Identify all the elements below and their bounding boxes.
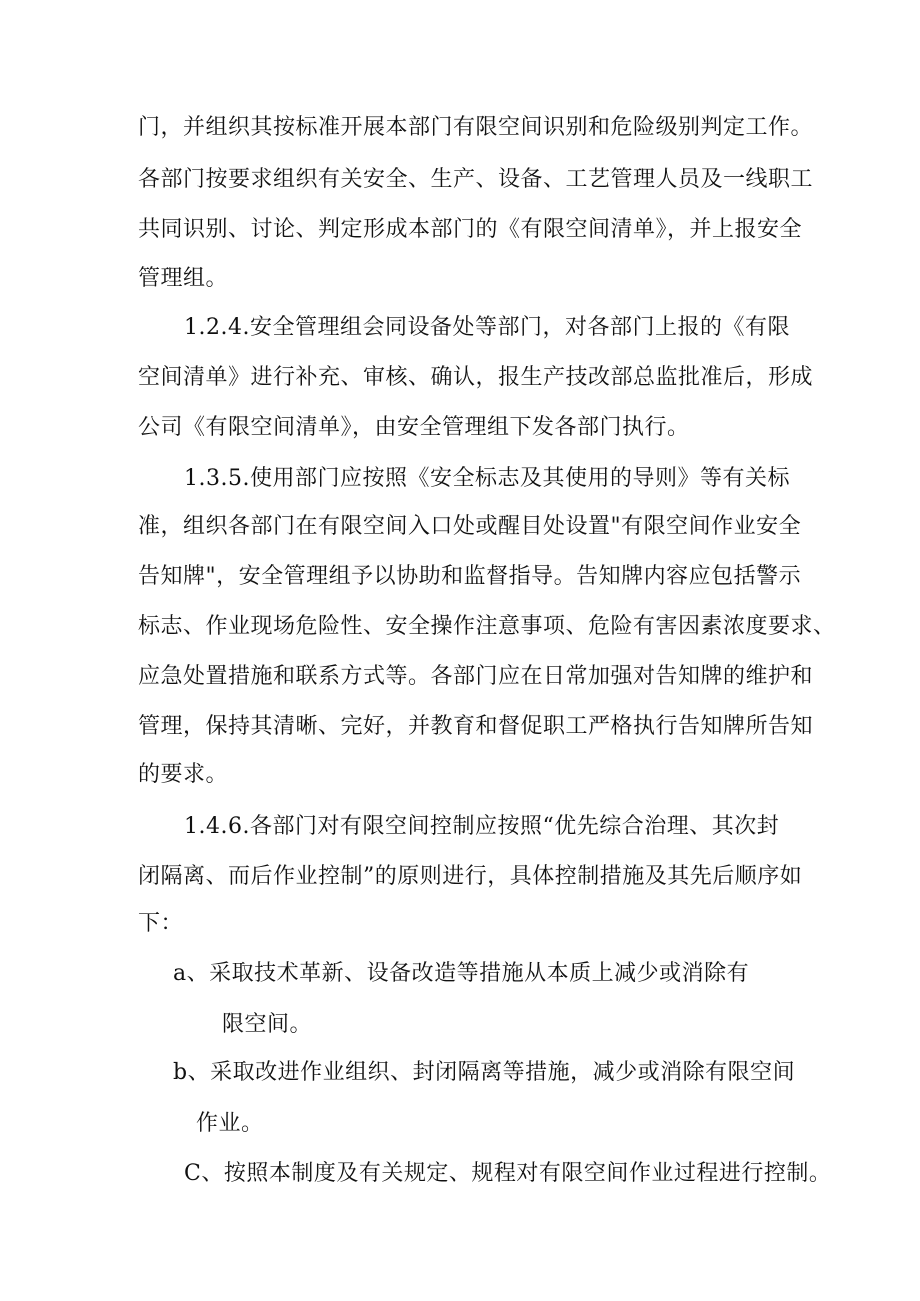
- text-line-7: 公司《有限空间清单》，由安全管理组下发各部门执行。: [138, 415, 690, 440]
- list-item-b-line-2: 作业。: [196, 1111, 264, 1136]
- text-line-1: 门，并组织其按标准开展本部门有限空间识别和危险级别判定工作。: [138, 115, 814, 140]
- text-line-9: 准，组织各部门在有限空间入口处或醒目处设置"有限空间作业安全: [138, 514, 802, 539]
- text-line-6: 空间清单》进行补充、审核、确认，报生产技改部总监批准后，形成: [138, 365, 814, 390]
- text-line-12: 应急处置措施和联系方式等。各部门应在日常加强对告知牌的维护和: [138, 664, 814, 689]
- text-line-2: 各部门按要求组织有关安全、生产、设备、工艺管理人员及一线职工: [138, 167, 814, 192]
- text-line-14: 的要求。: [138, 762, 229, 787]
- text-line-16: 闭隔离、而后作业控制”的原则进行，具体控制措施及其先后顺序如: [138, 864, 803, 889]
- list-item-a-line-1: a、采取技术革新、设备改造等措施从本质上减少或消除有: [173, 961, 750, 986]
- text-line-8: 1.3.5.使用部门应按照《安全标志及其使用的导则》等有关标: [184, 466, 790, 491]
- list-item-c-line-1: C、按照本制度及有关规定、规程对有限空间作业过程进行控制。: [184, 1161, 832, 1186]
- text-line-10: 告知牌"，安全管理组予以协助和监督指导。告知牌内容应包括警示: [138, 564, 802, 589]
- text-line-15: 1.4.6.各部门对有限空间控制应按照“优先综合治理、其次封: [184, 814, 780, 839]
- text-line-13: 管理，保持其清晰、完好，并教育和督促职工严格执行告知牌所告知: [138, 714, 814, 739]
- list-item-b-line-1: b、采取改进作业组织、封闭隔离等措施，减少或消除有限空间: [173, 1060, 796, 1085]
- text-line-11: 标志、作业现场危险性、安全操作注意事项、危险有害因素浓度要求、: [138, 614, 836, 639]
- list-item-a-line-2: 限空间。: [222, 1012, 313, 1037]
- text-line-17: 下：: [138, 911, 184, 936]
- text-line-4: 管理组。: [138, 266, 229, 291]
- text-line-5: 1.2.4.安全管理组会同设备处等部门，对各部门上报的《有限: [184, 315, 790, 340]
- text-line-3: 共同识别、讨论、判定形成本部门的《有限空间清单》，并上报安全: [138, 217, 803, 242]
